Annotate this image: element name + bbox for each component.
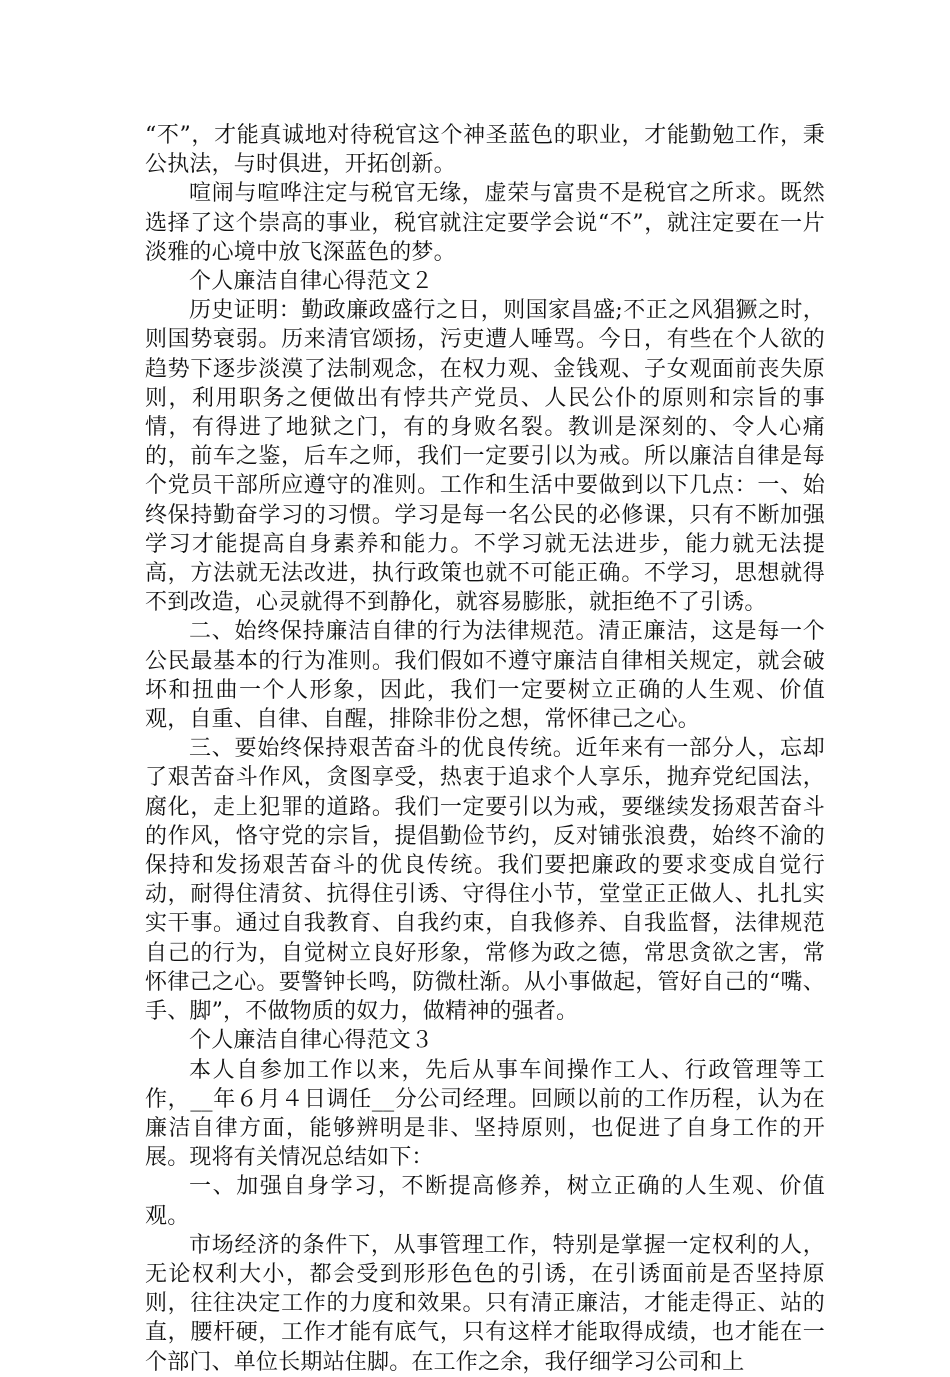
paragraph-6: 本人自参加工作以来，先后从事车间操作工人、行政管理等工作，__年６月４日调任__分公司经理。回顾以前的工作历程，认为在廉洁自律方面，能够辨明是非、坚持原则，也促进了自身工作的开展。现将有关情况总结如下： <box>145 1057 825 1171</box>
paragraph-4: 二、始终保持廉洁自律的行为法律规范。清正廉洁，这是每一个公民最基本的行为准则。我们假如不遵守廉洁自律相关规定，就会破坏和扭曲一个人形象，因此，我们一定要树立正确的人生观、价值观，自重、自律、自醒，排除非份之想，常怀律己之心。 <box>145 619 825 733</box>
paragraph-2: 喧闹与喧哗注定与税官无缘，虚荣与富贵不是税官之所求。既然选择了这个崇高的事业，税官就注定要学会说“不”，就注定要在一片淡雅的心境中放飞深蓝色的梦。 <box>145 181 825 265</box>
paragraph-7: 一、加强自身学习，不断提高修养，树立正确的人生观、价值观。 <box>145 1174 825 1229</box>
paragraph-1: “不”，才能真诚地对待税官这个神圣蓝色的职业，才能勤勉工作，秉公执法，与时俱进，开拓创新。 <box>145 123 825 178</box>
paragraph-5: 三、要始终保持艰苦奋斗的优良传统。近年来有一部分人，忘却了艰苦奋斗作风，贪图享受，热衷于追求个人享乐，抛弃党纪国法，腐化，走上犯罪的道路。我们一定要引以为戒，要继续发扬艰苦奋斗的作风，恪守党的宗旨，提倡勤俭节约，反对铺张浪费，始终不渝的保持和发扬艰苦奋斗的优良传统。我们要把廉政的要求变成自觉行动，耐得住清贫、抗得住引诱、守得住小节，堂堂正正做人、扎扎实实干事。通过自我教育、自我约束，自我修养、自我监督，法律规范自己的行为，自觉树立良好形象，常修为政之德，常思贪欲之害，常怀律己之心。要警钟长鸣，防微杜渐。从小事做起，管好自己的“嘴、手、脚”，不做物质的奴力，做精神的强者。 <box>145 736 825 1025</box>
paragraph-8: 市场经济的条件下，从事管理工作，特别是掌握一定权利的人，无论权利大小，都会受到形形色色的引诱，在引诱面前是否坚持原则，往往决定工作的力度和效果。只有清正廉洁，才能走得正、站的直，腰杆硬，工作才能有底气，只有这样才能取得成绩，也才能在一个部门、单位长期站住脚。在工作之余，我仔细学习公司和上 <box>145 1232 825 1375</box>
section-heading-3: 个人廉洁自律心得范文３ <box>189 1028 434 1054</box>
section-heading-2: 个人廉洁自律心得范文２ <box>189 269 434 295</box>
document-body <box>145 121 825 1377</box>
paragraph-3: 历史证明：勤政廉政盛行之日，则国家昌盛;不正之风猖獗之时，则国势衰弱。历来清官颂扬，污吏遭人唾骂。今日，有些在个人欲的趋势下逐步淡漠了法制观念，在权力观、金钱观、子女观面前丧失原则，利用职务之便做出有悖共产党员、人民公仆的原则和宗旨的事情，有得进了地狱之门，有的身败名裂。教训是深刻的、令人心痛的，前车之鉴，后车之师，我们一定要引以为戒。所以廉洁自律是每个党员干部所应遵守的准则。工作和生活中要做到以下几点：一、始终保持勤奋学习的习惯。学习是每一名公民的必修课，只有不断加强学习才能提高自身素养和能力。不学习就无法进步，能力就无法提高，方法就无法改进，执行政策也就不可能正确。不学习，思想就得不到改造，心灵就得不到静化，就容易膨胀，就拒绝不了引诱。 <box>145 298 825 616</box>
